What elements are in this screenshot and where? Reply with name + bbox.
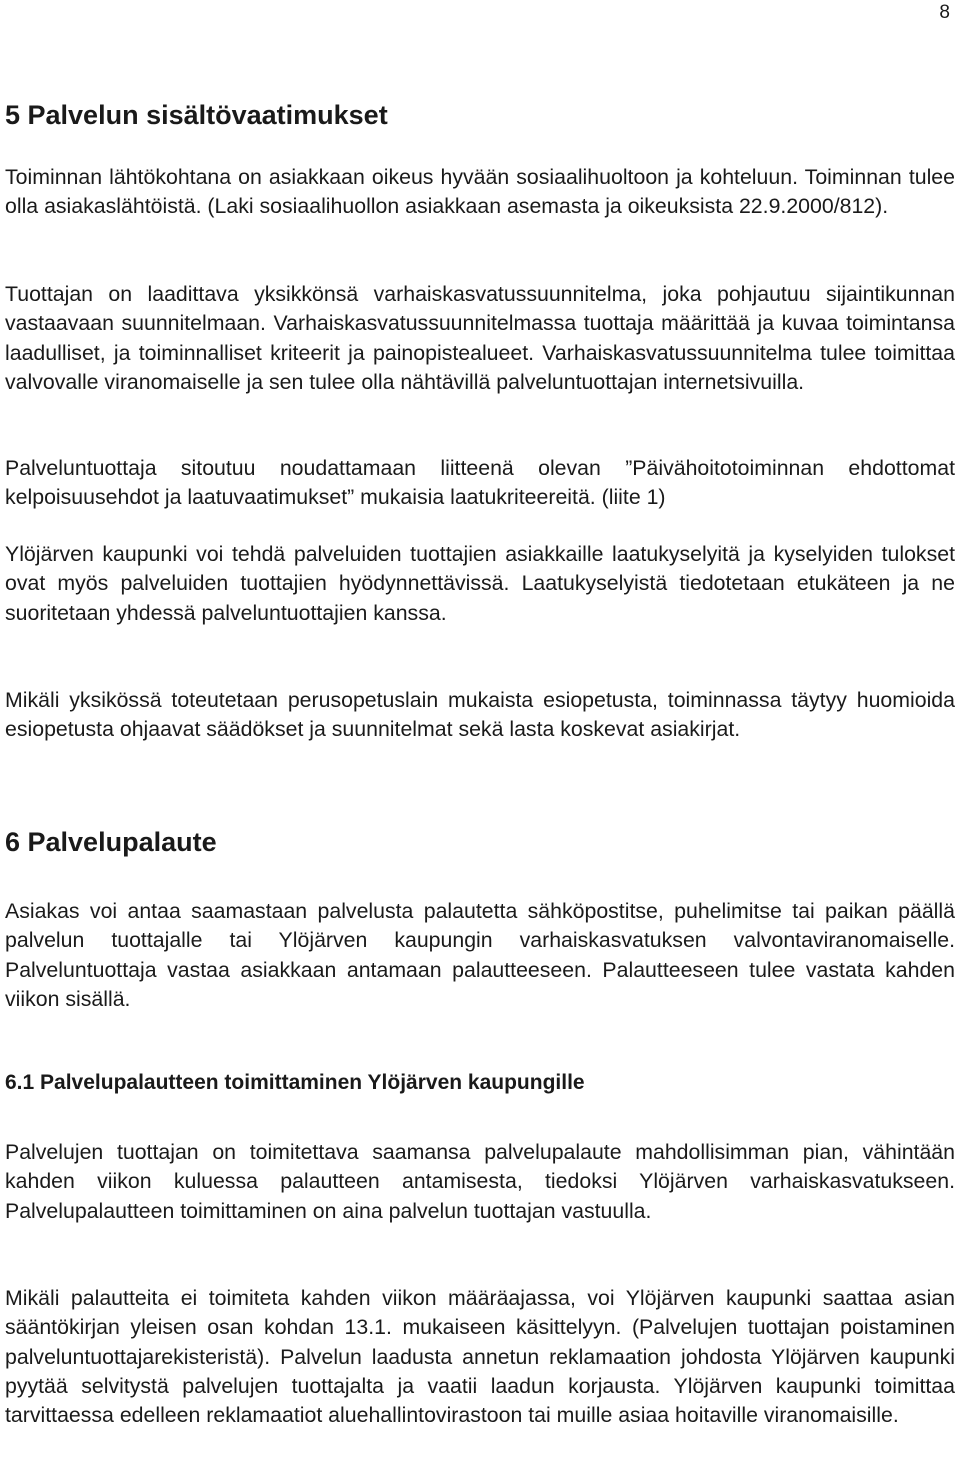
- section-6-1-heading: 6.1 Palvelupalautteen toimittaminen Ylöjärven kaupungille: [5, 1071, 585, 1094]
- section-6-1-paragraph-2: Mikäli palautteita ei toimiteta kahden viikon määräajassa, voi Ylöjärven kaupunki saattaa asian sääntökirjan yleisen osan kohdan 13.1. mukaiseen käsittelyyn. (Palvelujen tuottajan poistaminen palveluntuottajarekisteristä). Palvelun laadusta annetun reklamaation johdosta Ylöjärven kaupunki pyytää selvitystä palvelujen tuottajalta ja vaatii laadun korjausta. Ylöjärven kaupunki toimittaa tarvittaessa edelleen reklamaatiot aluehallintovirastoon tai muille asiaa hoitaville viranomaisille.: [5, 1286, 955, 1428]
- section-5-paragraph-4: Ylöjärven kaupunki voi tehdä palveluiden tuottajien asiakkaille laatukyselyitä ja kyselyiden tulokset ovat myös palveluiden tuottajien hyödynnettävissä. Laatukyselyistä tiedotetaan etukäteen ja ne suoritetaan yhdessä palveluntuottajien kanssa.: [5, 542, 955, 625]
- section-6-1-paragraph-1: Palvelujen tuottajan on toimitettava saamansa palvelupalaute mahdollisimman pian, vähintään kahden viikon kuluessa palautteen antamisesta, tiedoksi Ylöjärven varhaiskasvatukseen. Palvelupalautteen toimittaminen on aina palvelun tuottajan vastuulla.: [5, 1140, 955, 1223]
- section-5-paragraph-2: Tuottajan on laadittava yksikkönsä varhaiskasvatussuunnitelma, joka pohjautuu sijaintikunnan vastaavaan suunnitelmaan. Varhaiskasvatussuunnitelmassa tuottaja määrittää ja kuvaa toimintansa laadulliset, ja toiminnalliset kriteerit ja painopistealueet. Varhaiskasvatussuunnitelma tulee toimittaa valvovalle viranomaiselle ja sen tulee olla nähtävillä palveluntuottajan internetsivuilla.: [5, 282, 955, 394]
- section-5-paragraph-1: Toiminnan lähtökohtana on asiakkaan oikeus hyvään sosiaalihuoltoon ja kohteluun. Toiminnan tulee olla asiakaslähtöistä. (Laki sosiaalihuollon asiakkaan asemasta ja oikeuksista 22.9.2000/812).: [5, 165, 955, 219]
- section-5-paragraph-5: Mikäli yksikössä toteutetaan perusopetuslain mukaista esiopetusta, toiminnassa täytyy huomioida esiopetusta ohjaavat säädökset ja suunnitelmat sekä lasta koskevat asiakirjat.: [5, 688, 955, 742]
- section-6-heading: 6 Palvelupalaute: [5, 827, 217, 857]
- page-number: 8: [939, 2, 950, 23]
- section-5-paragraph-3: Palveluntuottaja sitoutuu noudattamaan liitteenä olevan ”Päivähoitotoiminnan ehdottomat kelpoisuusehdot ja laatuvaatimukset” mukaisia laatukriteereitä. (liite 1): [5, 456, 955, 510]
- section-5-heading: 5 Palvelun sisältövaatimukset: [5, 100, 388, 130]
- section-6-paragraph-1: Asiakas voi antaa saamastaan palvelusta palautetta sähköpostitse, puhelimitse tai paikan päällä palvelun tuottajalle tai Ylöjärven kaupungin varhaiskasvatuksen valvontaviranomaiselle. Palveluntuottaja vastaa asiakkaan antamaan palautteeseen. Palautteeseen tulee vastata kahden viikon sisällä.: [5, 899, 955, 1011]
